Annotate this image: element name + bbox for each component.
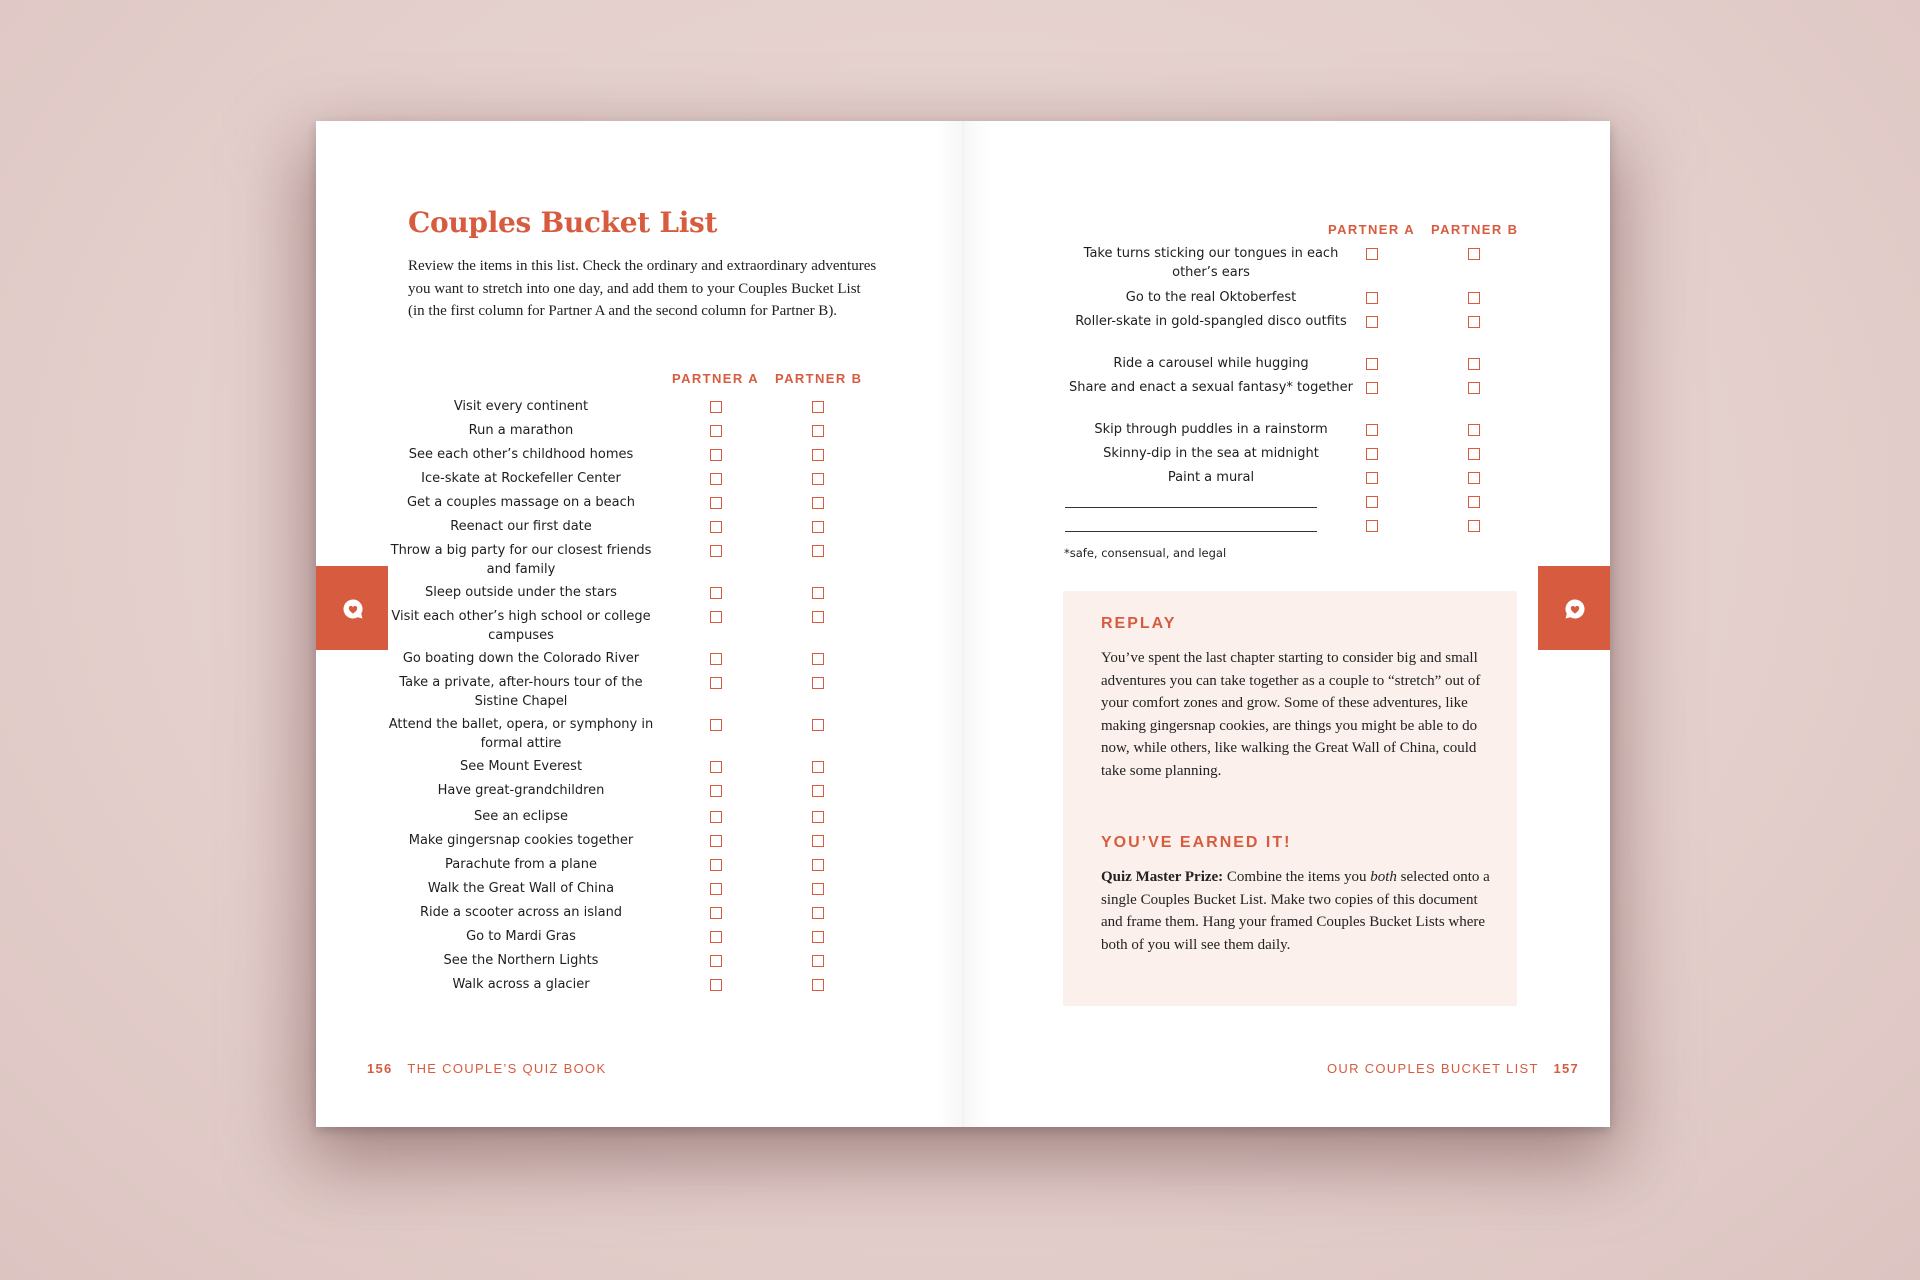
list-item: Reenact our first date xyxy=(450,519,592,534)
checkbox-partner-a[interactable] xyxy=(710,719,722,731)
list-item: Skip through puddles in a rainstorm xyxy=(1094,422,1328,437)
checkbox-partner-b[interactable] xyxy=(1468,382,1480,394)
checkbox-partner-b[interactable] xyxy=(812,401,824,413)
checkbox-partner-a[interactable] xyxy=(710,653,722,665)
checkbox-partner-a[interactable] xyxy=(710,907,722,919)
section-tab-left xyxy=(316,566,388,650)
column-header-partner-b-right: PARTNER B xyxy=(1431,222,1519,237)
folio-right xyxy=(1327,1061,1579,1076)
checkbox-partner-b[interactable] xyxy=(812,907,824,919)
checkbox-partner-a[interactable] xyxy=(710,587,722,599)
checkbox-partner-b[interactable] xyxy=(1468,424,1480,436)
list-item: Make gingersnap cookies together xyxy=(408,833,634,848)
checkbox-partner-a[interactable] xyxy=(710,677,722,689)
checkbox-partner-a[interactable] xyxy=(1366,472,1378,484)
blank-write-in-line[interactable] xyxy=(1065,531,1317,532)
checkbox-partner-b[interactable] xyxy=(812,521,824,533)
column-header-partner-b: PARTNER B xyxy=(775,371,863,386)
checkbox-partner-b[interactable] xyxy=(812,859,824,871)
list-item: Ice-skate at Rockefeller Center xyxy=(421,471,621,486)
prize-post: selected onto a single Couples Bucket List. Make two copies of this document and frame them. Hang your framed Couples Bucket Lists where both of you will see them daily. xyxy=(1101,869,1490,953)
list-item: Skinny-dip in the sea at midnight xyxy=(1103,446,1319,461)
checkbox-partner-b[interactable] xyxy=(1468,496,1480,508)
checkbox-partner-a[interactable] xyxy=(710,425,722,437)
checkbox-partner-b[interactable] xyxy=(812,677,824,689)
page-number-left: 156 xyxy=(367,1061,393,1076)
prize-pre: Combine the items you xyxy=(1223,869,1371,885)
list-item: Sleep outside under the stars xyxy=(425,585,617,600)
list-item: See the Northern Lights xyxy=(443,953,599,968)
list-item: Throw a big party for our closest friends and family xyxy=(390,543,652,577)
blank-write-in-line[interactable] xyxy=(1065,507,1317,508)
replay-text: You’ve spent the last chapter starting to consider big and small adventures you can take together as a couple to “stretch” out of your comfort zones and grow. Some of these adventures, like making gingersnap cookies, are things you might be able to do now, while others, like walking the Great Wall of China, could take some planning. xyxy=(1101,650,1481,779)
replay-heading: REPLAY xyxy=(1101,615,1177,632)
checkbox-partner-b[interactable] xyxy=(812,653,824,665)
earned-heading: YOU’VE EARNED IT! xyxy=(1101,834,1292,851)
checkbox-partner-b[interactable] xyxy=(812,811,824,823)
checkbox-partner-a[interactable] xyxy=(1366,292,1378,304)
checkbox-partner-a[interactable] xyxy=(710,449,722,461)
list-item: Ride a scooter across an island xyxy=(419,905,623,920)
list-item: Parachute from a plane xyxy=(445,857,597,872)
list-item: See each other’s childhood homes xyxy=(408,447,634,462)
checkbox-partner-a[interactable] xyxy=(1366,316,1378,328)
checkbox-partner-b[interactable] xyxy=(812,425,824,437)
checkbox-partner-b[interactable] xyxy=(812,545,824,557)
footnote: *safe, consensual, and legal xyxy=(1064,546,1227,560)
checkbox-partner-b[interactable] xyxy=(812,473,824,485)
list-item: Walk the Great Wall of China xyxy=(427,881,615,896)
checkbox-partner-b[interactable] xyxy=(1468,358,1480,370)
checkbox-partner-b[interactable] xyxy=(1468,316,1480,328)
replay-box xyxy=(1063,591,1517,1006)
checkbox-partner-b[interactable] xyxy=(812,785,824,797)
list-item: Roller-skate in gold-spangled disco outfits xyxy=(1075,314,1347,329)
checkbox-partner-b[interactable] xyxy=(812,611,824,623)
intro-paragraph: Review the items in this list. Check the ordinary and extraordinary adventures you want to stretch into one day, and add them to your Couples Bucket List (in the first column for Partner A and the second column for Partner B). xyxy=(408,258,877,319)
list-item: Paint a mural xyxy=(1167,470,1255,485)
column-header-partner-a-right: PARTNER A xyxy=(1328,222,1415,237)
list-item: Share and enact a sexual fantasy* together xyxy=(1068,380,1354,395)
list-item: See Mount Everest xyxy=(459,759,583,774)
prize-text xyxy=(1101,866,1491,956)
list-item: Attend the ballet, opera, or symphony in formal attire xyxy=(388,717,654,751)
list-item: Have great-grandchildren xyxy=(437,783,605,798)
list-item: Go to Mardi Gras xyxy=(466,929,576,944)
checkbox-partner-b[interactable] xyxy=(812,955,824,967)
list-item: Ride a carousel while hugging xyxy=(1113,356,1309,371)
checkbox-partner-a[interactable] xyxy=(1366,358,1378,370)
column-header-partner-a: PARTNER A xyxy=(672,371,759,386)
checkbox-partner-a[interactable] xyxy=(1366,448,1378,460)
list-item: Take turns sticking our tongues in each other’s ears xyxy=(1083,246,1339,280)
page-title: Couples Bucket List xyxy=(408,206,718,239)
list-item: Go to the real Oktoberfest xyxy=(1125,290,1297,305)
checkbox-partner-b[interactable] xyxy=(812,449,824,461)
checkbox-partner-a[interactable] xyxy=(710,611,722,623)
checkbox-partner-b[interactable] xyxy=(812,931,824,943)
checkbox-partner-a[interactable] xyxy=(710,401,722,413)
chat-heart-icon xyxy=(1564,598,1586,620)
list-item: Run a marathon xyxy=(468,423,574,438)
checkbox-partner-b[interactable] xyxy=(812,497,824,509)
checkbox-partner-a[interactable] xyxy=(1366,520,1378,532)
page-number-right: 157 xyxy=(1553,1061,1580,1076)
checkbox-partner-a[interactable] xyxy=(710,955,722,967)
checkbox-partner-b[interactable] xyxy=(1468,520,1480,532)
checkbox-partner-a[interactable] xyxy=(710,761,722,773)
checkbox-partner-a[interactable] xyxy=(1366,424,1378,436)
chat-heart-icon xyxy=(342,598,364,620)
checkbox-partner-a[interactable] xyxy=(710,811,722,823)
checkbox-partner-a[interactable] xyxy=(710,473,722,485)
checkbox-partner-b[interactable] xyxy=(812,835,824,847)
checkbox-partner-b[interactable] xyxy=(812,587,824,599)
checkbox-partner-a[interactable] xyxy=(710,979,722,991)
spine-gutter xyxy=(936,121,990,1127)
checkbox-partner-a[interactable] xyxy=(710,931,722,943)
checkbox-partner-a[interactable] xyxy=(710,545,722,557)
checkbox-partner-a[interactable] xyxy=(710,835,722,847)
checkbox-partner-b[interactable] xyxy=(1468,448,1480,460)
list-item: See an eclipse xyxy=(473,809,569,824)
list-item: Get a couples massage on a beach xyxy=(406,495,636,510)
prize-label: Quiz Master Prize: xyxy=(1101,869,1224,885)
list-item: Walk across a glacier xyxy=(452,977,590,992)
section-tab-right xyxy=(1538,566,1610,650)
checkbox-partner-b[interactable] xyxy=(812,761,824,773)
checkbox-partner-b[interactable] xyxy=(812,979,824,991)
checkbox-partner-b[interactable] xyxy=(1468,472,1480,484)
checkbox-partner-a[interactable] xyxy=(710,883,722,895)
list-item: Visit every continent xyxy=(453,399,589,414)
list-item: Visit each other’s high school or college campuses xyxy=(391,609,651,643)
checkbox-partner-a[interactable] xyxy=(710,859,722,871)
running-title-left: THE COUPLE’S QUIZ BOOK xyxy=(407,1061,607,1076)
list-item: Take a private, after-hours tour of the Sistine Chapel xyxy=(399,675,643,709)
prize-emphasis: both xyxy=(1370,869,1397,885)
checkbox-partner-a[interactable] xyxy=(1366,248,1378,260)
book-spread xyxy=(316,121,1610,1127)
checkbox-partner-a[interactable] xyxy=(1366,496,1378,508)
checkbox-partner-b[interactable] xyxy=(812,883,824,895)
checkbox-partner-b[interactable] xyxy=(1468,248,1480,260)
running-title-right: OUR COUPLES BUCKET LIST xyxy=(1327,1061,1539,1076)
checkbox-partner-a[interactable] xyxy=(710,521,722,533)
checkbox-partner-a[interactable] xyxy=(1366,382,1378,394)
checkbox-partner-b[interactable] xyxy=(812,719,824,731)
checkbox-partner-a[interactable] xyxy=(710,497,722,509)
folio-left xyxy=(367,1061,606,1076)
list-item: Go boating down the Colorado River xyxy=(402,651,640,666)
checkbox-partner-a[interactable] xyxy=(710,785,722,797)
checkbox-partner-b[interactable] xyxy=(1468,292,1480,304)
